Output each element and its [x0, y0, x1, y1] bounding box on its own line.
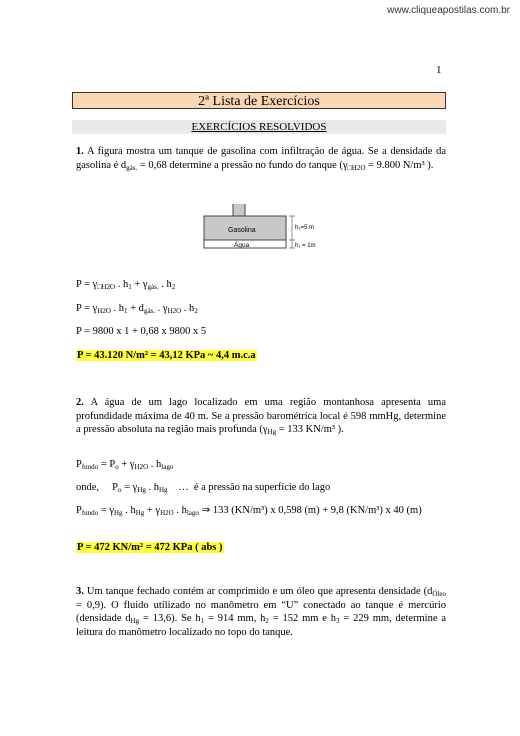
question-2: 2. A água de um lago localizado em uma região montanhosa apresenta uma profundidade máxima de 40 m. Se a pressão barométrica local é 598 mmHg, determine a pressão absoluta na região mais profunda ($\gamma_{Hg} = 133$ KN/m³ ). [76, 397, 446, 436]
question-3-number: 3. [76, 586, 84, 597]
h2-label: h₂=5 m [295, 225, 315, 231]
gasoline-label: Gasolina [228, 227, 256, 234]
equation-2: $P = \gamma_{H2O}$ . $h_1 + d_{gás.}$ . $\gamma_{H2O}$ . $h_2$ [76, 303, 198, 315]
section-heading-text: EXERCÍCIOS RESOLVIDOS [191, 121, 327, 133]
result-1-highlight: P = 43.120 N/m² = 43,12 KPa ~ 4,4 m.c.a [77, 350, 256, 361]
tank-inlet-pipe [233, 204, 245, 216]
question-1-number: 1. [76, 146, 84, 157]
water-label: Água [234, 242, 250, 249]
section-heading [72, 120, 446, 134]
equation-4: $P_{fundo} = P_o + \gamma_{H2O}$ . $h_{lago}$ [76, 459, 174, 471]
result-2-highlight: P = 472 KN/m² = 472 KPa ( abs ) [77, 542, 223, 553]
h1-label: h₁ = 1m [295, 243, 316, 249]
result-1 [76, 349, 257, 362]
page-number: 1 [436, 64, 442, 76]
question-2-number: 2. [76, 397, 84, 408]
question-3: 3. Um tanque fechado contém ar comprimido e um óleo que apresenta densidade $(d_{Óleo} = 0,9)$. O fluido utilizado no manômetro em “U” conectado ao tanque é mercúrio (densidade $d_{Hg} = 13,6$). Se $h_1 = 914$ mm, $h_2 = 152$ mm e $h_3 = 229$ mm, determine a leitura do manômetro localizado no topo do tanque. [76, 586, 447, 638]
site-url: www.cliqueapostilas.com.br [387, 5, 510, 16]
equation-6: $P_{fundo} = \gamma_{Hg}$ . $h_{Hg} + \gamma_{H2O}$ . $h_{lago}$ ⇒ 133 (KN/m³) x 0,598 (m) + 9,8 (KN/m³) x 40 (m) [76, 505, 422, 517]
question-1: 1. A figura mostra um tanque de gasolina com infiltração de água. Se a densidade da gasolina é $d_{gás.} = 0,68$ determine a pressão no fundo do tanque ($\gamma_{□H2O} = 9.800$ N/m³ ). [76, 146, 446, 172]
equation-5: onde, $P_o = \gamma_{Hg}$ . $h_{Hg}$ … é a pressão na superfície do lago [76, 482, 331, 494]
page-title: 2ª Lista de Exercícios [72, 92, 446, 109]
equation-1: $P = \gamma_{□H2O}$ . $h_1 + \gamma_{gás.}$ . $h_2$ [76, 279, 176, 291]
tank-figure [200, 204, 340, 256]
result-2 [76, 541, 224, 554]
equation-3: P = 9800 x 1 + 0,68 x 9800 x 5 [76, 326, 207, 337]
